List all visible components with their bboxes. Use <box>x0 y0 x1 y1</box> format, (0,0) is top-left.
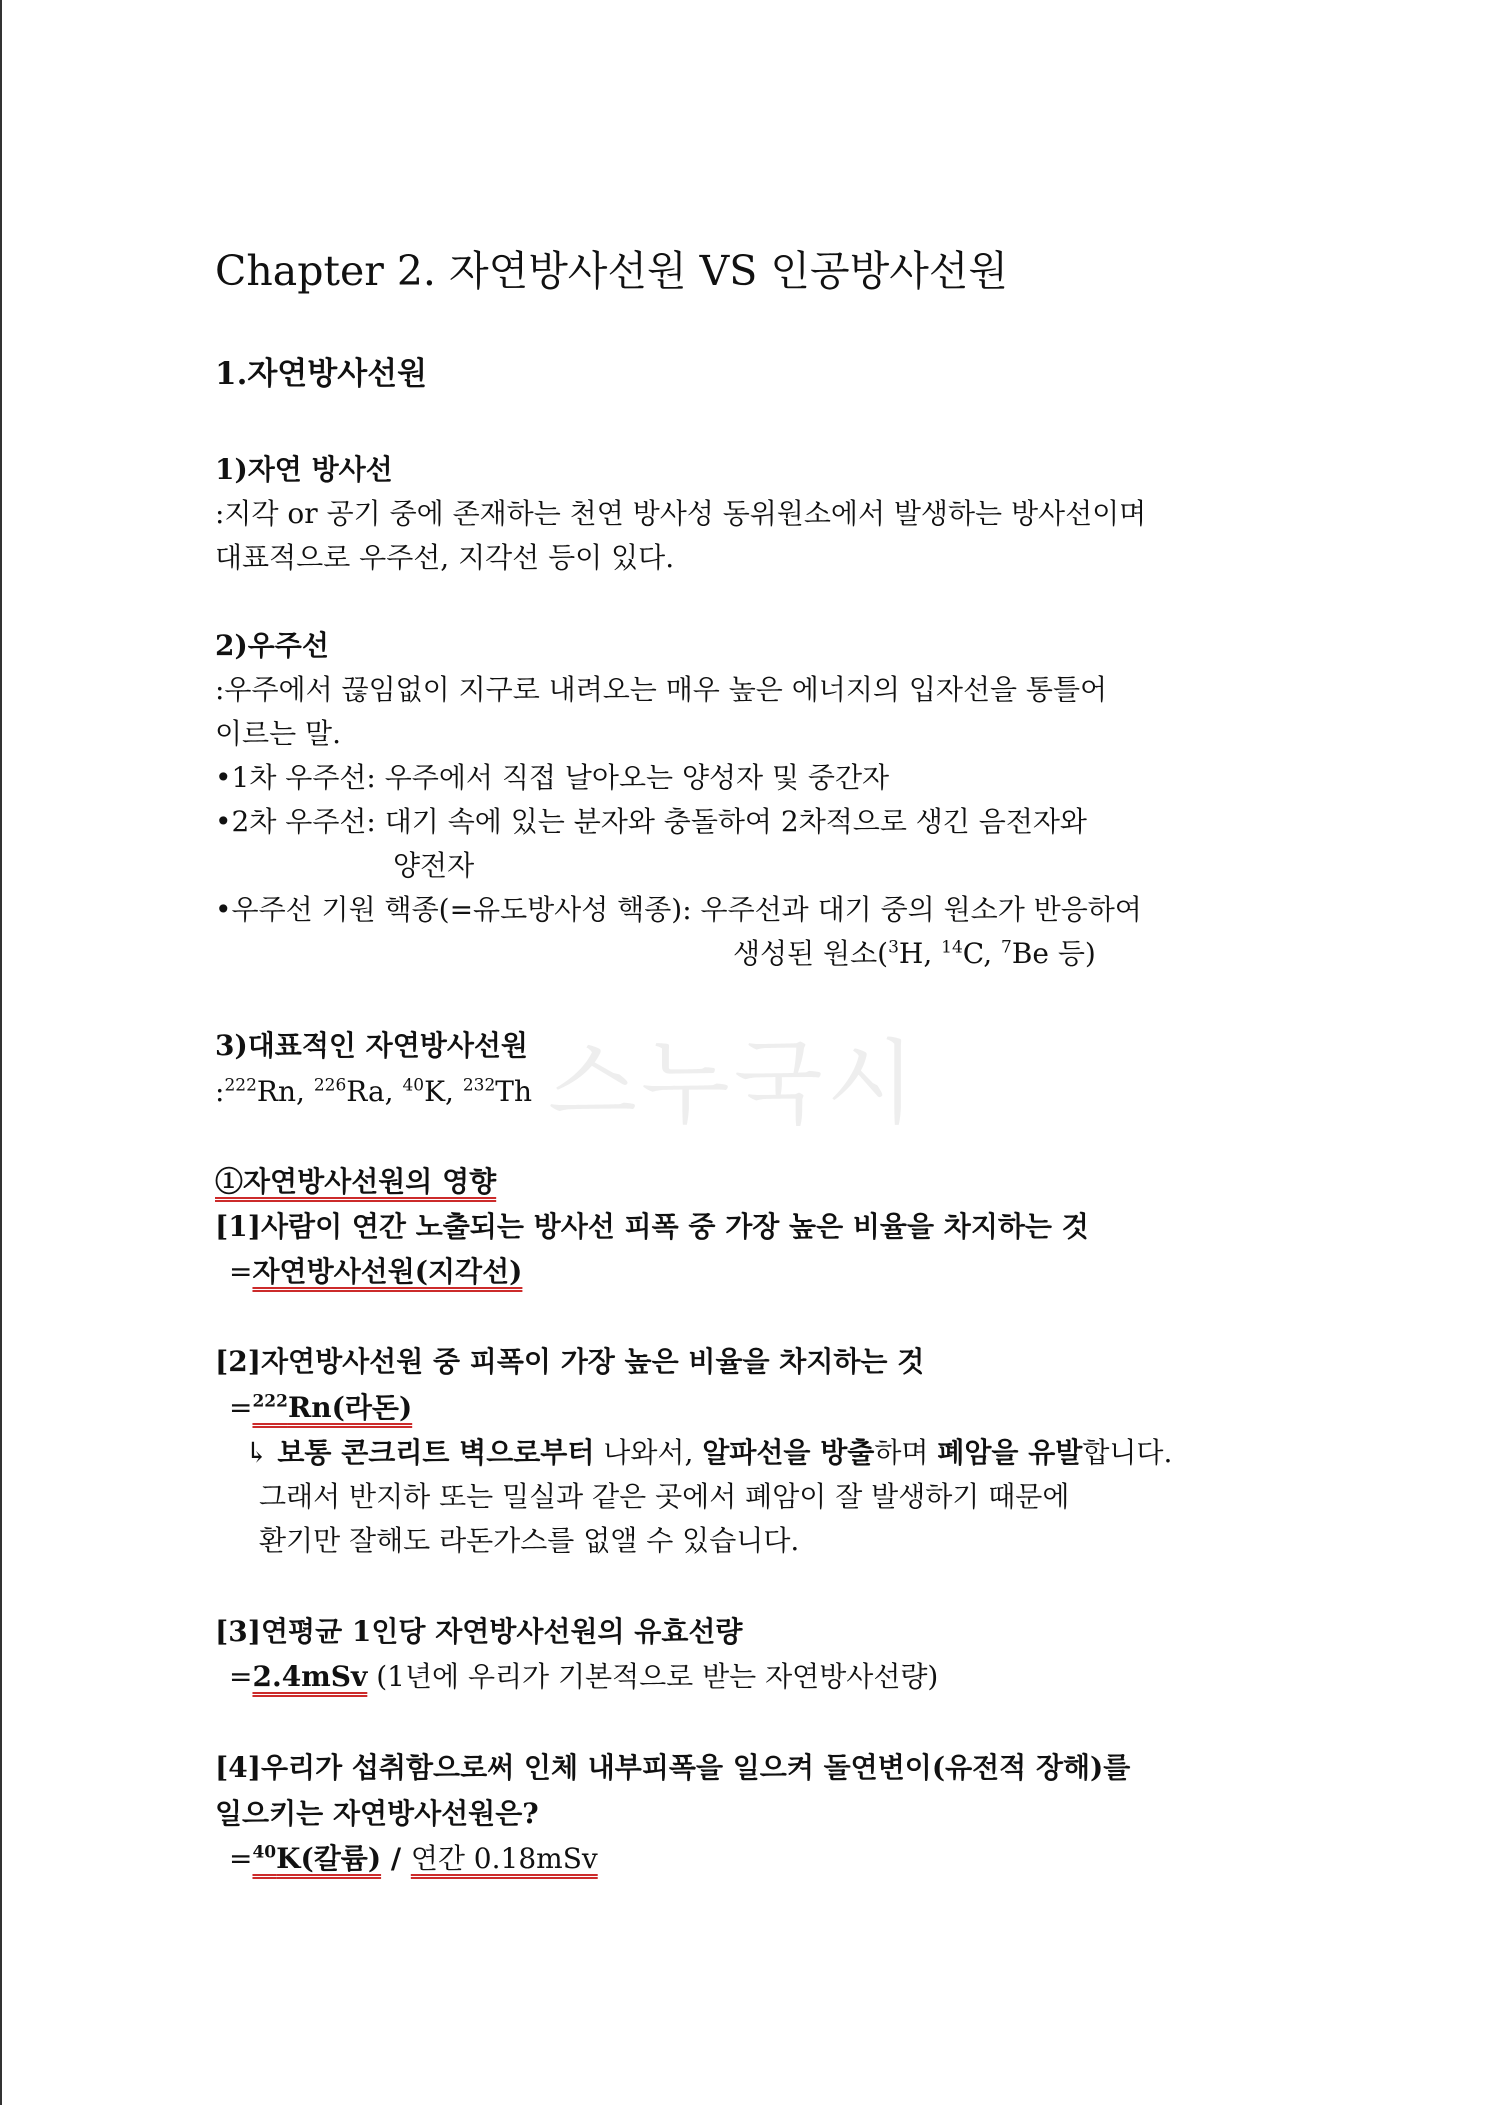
s2-bullet-2: •2차 우주선: 대기 속에 있는 분자와 충돌하여 2차적으로 생긴 음전자와 <box>215 805 1087 838</box>
radon-note-line3: 환기만 잘해도 라돈가스를 없앨 수 있습니다. <box>259 1524 800 1557</box>
question-3: [3]연평균 1인당 자연방사선원의 유효선량 <box>215 1615 743 1648</box>
s2-bullet-1: •1차 우주선: 우주에서 직접 날아오는 양성자 및 중간자 <box>215 761 890 794</box>
answer-3: =2.4mSv (1년에 우리가 기본적으로 받는 자연방사선량) <box>229 1660 939 1693</box>
s2-heading: 2)우주선 <box>215 629 329 662</box>
chapter-title: Chapter 2. 자연방사선원 VS 인공방사선원 <box>215 247 1009 295</box>
watermark: 스누국시 <box>548 1030 920 1137</box>
radon-note-line1: ↳ 보통 콘크리트 벽으로부터 나와서, 알파선을 방출하며 폐암을 유발합니다. <box>245 1436 1173 1469</box>
effects-heading: ①자연방사선원의 영향 <box>215 1165 497 1198</box>
s1-paragraph-line2: 대표적으로 우주선, 지각선 등이 있다. <box>215 541 675 574</box>
question-4-line1: [4]우리가 섭취함으로써 인체 내부피폭을 일으켜 돌연변이(유전적 장해)를 <box>215 1751 1131 1784</box>
s1-paragraph-line1: :지각 or 공기 중에 존재하는 천연 방사성 동위원소에서 발생하는 방사선이며 <box>215 497 1147 530</box>
radon-note-line2: 그래서 반지하 또는 밀실과 같은 곳에서 폐암이 잘 발생하기 때문에 <box>259 1480 1070 1513</box>
s2-paragraph-line1: :우주에서 끊임없이 지구로 내려오는 매우 높은 에너지의 입자선을 통틀어 <box>215 673 1108 706</box>
s2-paragraph-line2: 이르는 말. <box>215 717 341 750</box>
page-edge <box>0 0 2 2105</box>
answer-4: =$^{40}$K(칼륨) / 연간 0.18mSv <box>229 1842 598 1875</box>
s1-heading: 1)자연 방사선 <box>215 453 393 486</box>
s3-heading: 3)대표적인 자연방사선원 <box>215 1029 528 1062</box>
s2-bullet-3-cont: 생성된 원소($^3$H, $^{14}$C, $^7$Be 등) <box>733 937 1096 970</box>
s2-bullet-3: •우주선 기원 핵종(=유도방사성 핵종): 우주선과 대기 중의 원소가 반응하여 <box>215 893 1142 926</box>
section-heading: 1.자연방사선원 <box>215 356 428 392</box>
answer-1: =자연방사선원(지각선) <box>229 1255 523 1288</box>
s2-bullet-2-cont: 양전자 <box>393 849 475 882</box>
question-4-line2: 일으키는 자연방사선원은? <box>215 1797 539 1830</box>
question-2: [2]자연방사선원 중 피폭이 가장 높은 비율을 차지하는 것 <box>215 1345 925 1378</box>
answer-2: =$^{222}$Rn(라돈) <box>229 1391 413 1424</box>
s3-nuclide-list: :$^{222}$Rn, $^{226}$Ra, $^{40}$K, $^{232}$Th <box>215 1075 533 1108</box>
question-1: [1]사람이 연간 노출되는 방사선 피폭 중 가장 높은 비율을 차지하는 것 <box>215 1210 1089 1243</box>
